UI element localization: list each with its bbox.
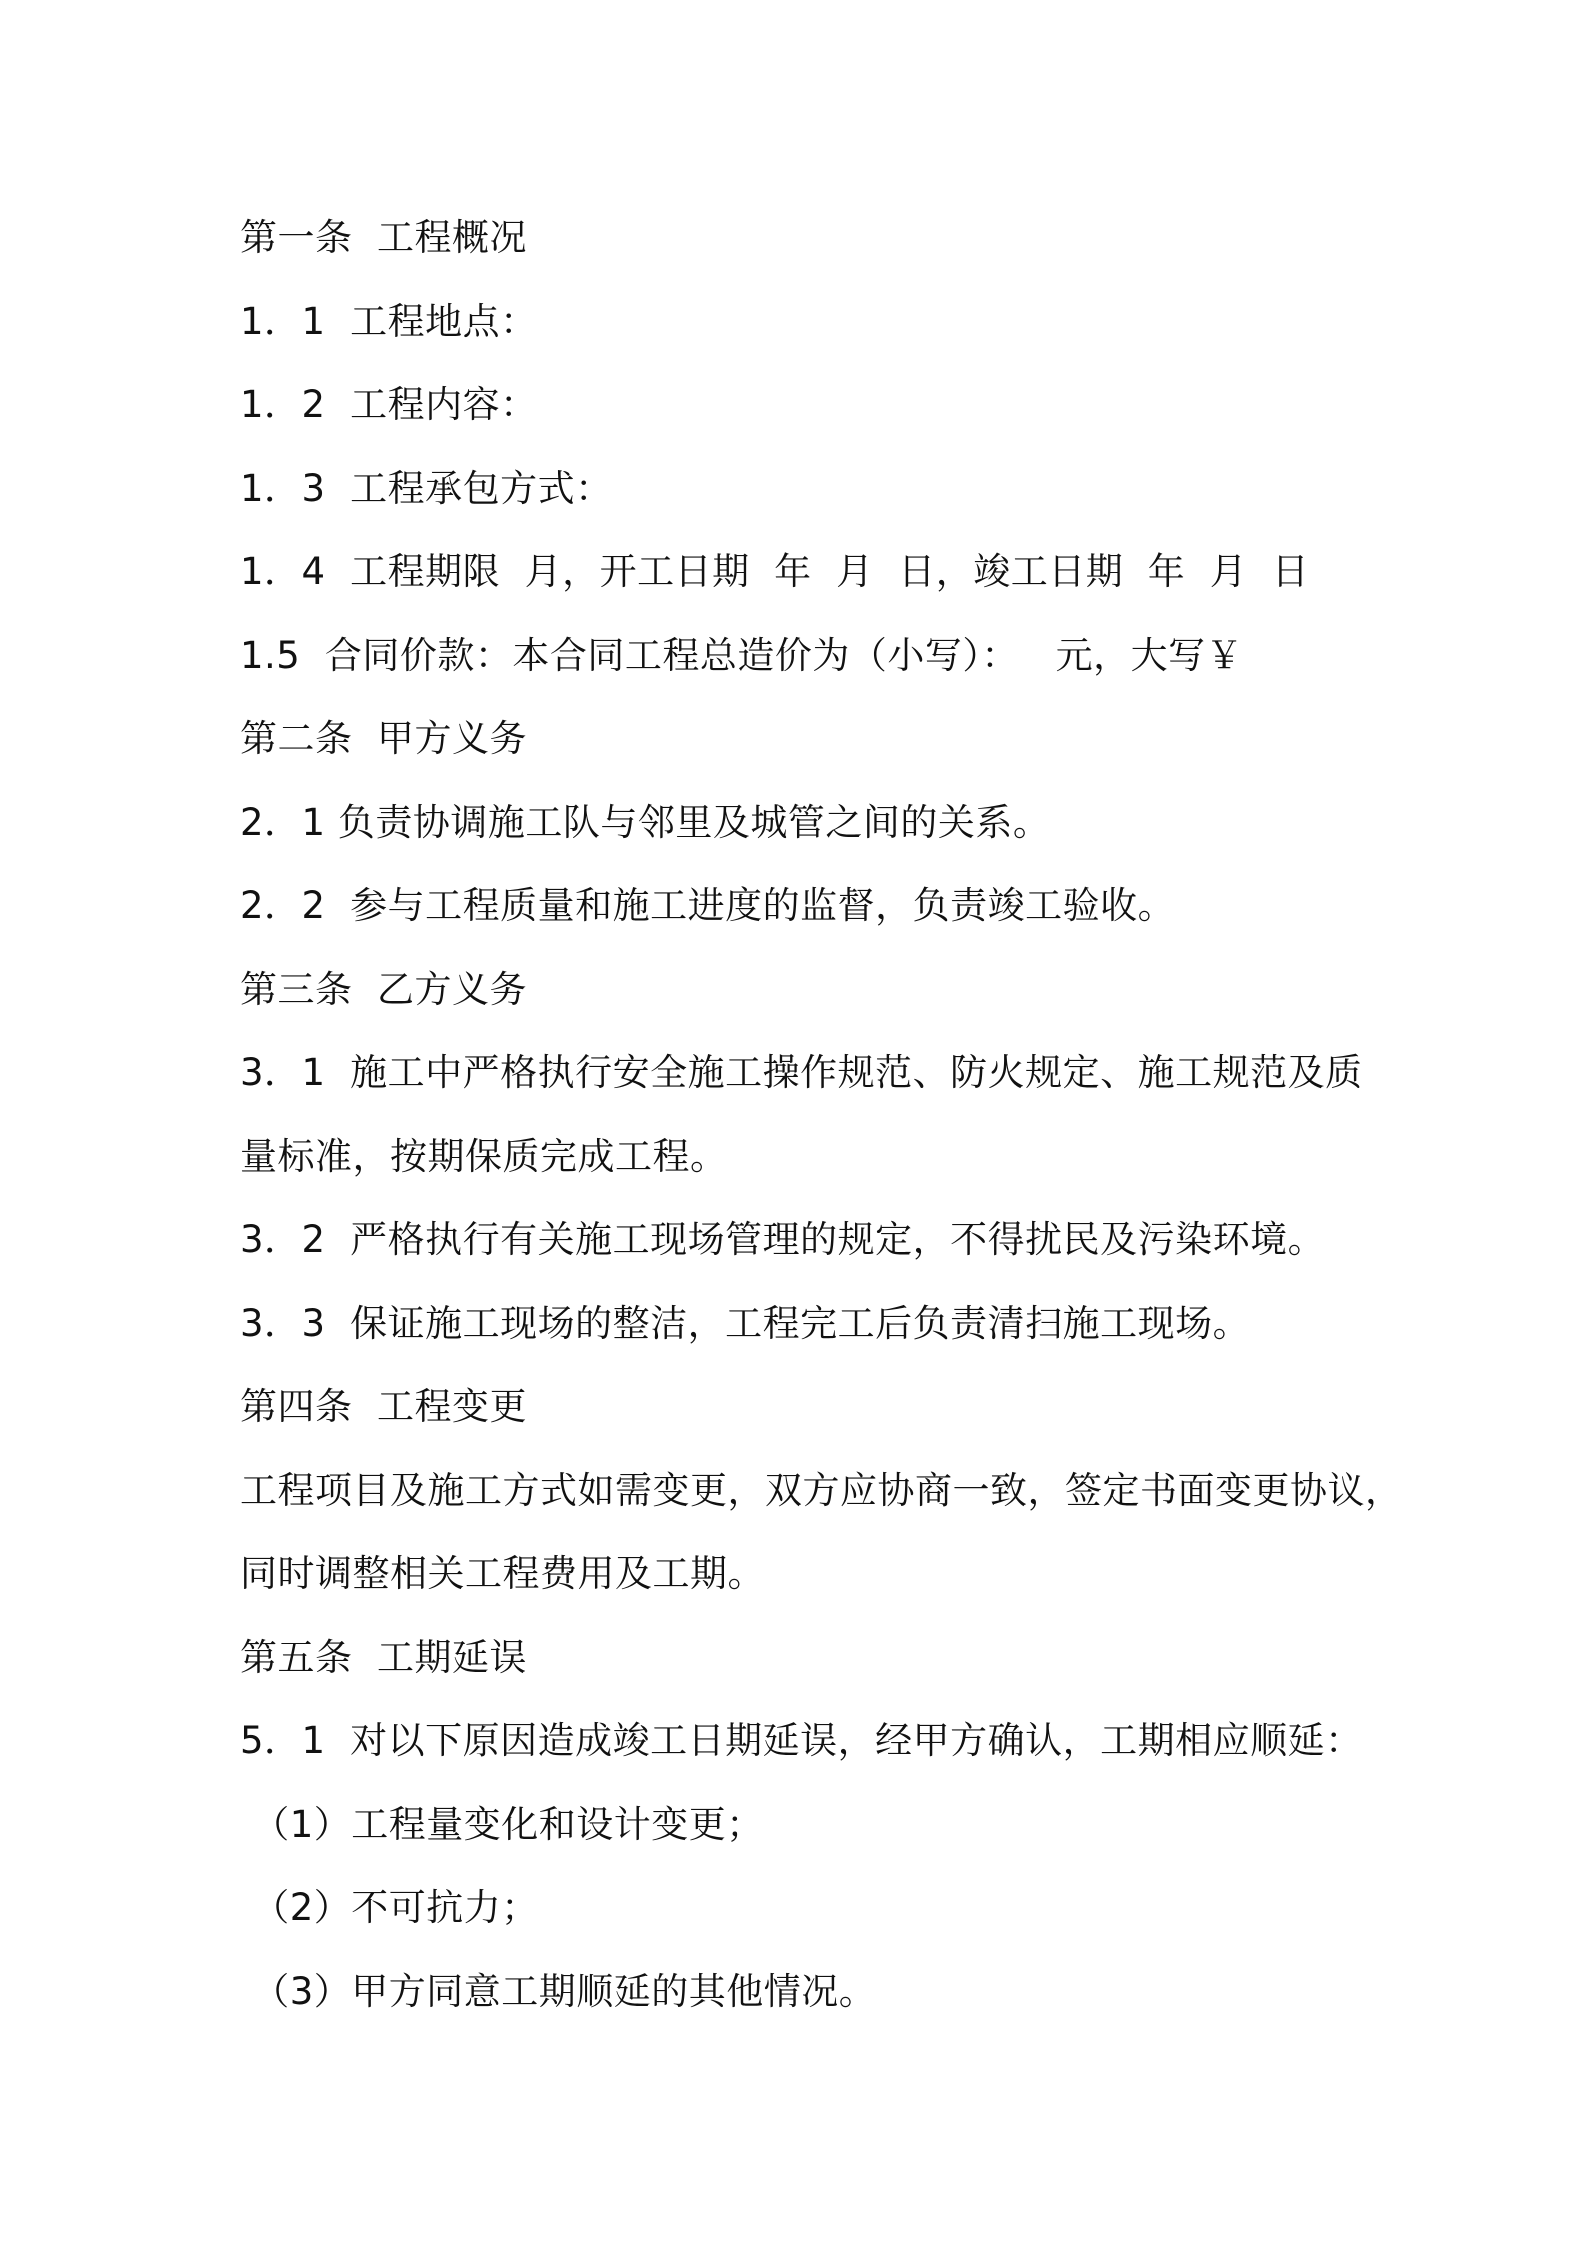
clause-3-3: 3．3 保证施工现场的整洁，工程完工后负责清扫施工现场。 [240,1301,1251,1345]
clause-1-5: 1.5 合同价款：本合同工程总造价为（小写）： 元，大写￥ [240,633,1244,677]
contract-page [240,196,1403,2033]
article-5-heading: 第五条 工期延误 [240,1635,528,1679]
article-3-heading: 第三条 乙方义务 [240,967,528,1011]
clause-1-2: 1．2 工程内容： [240,383,538,426]
article-4-body-continued: 同时调整相关工程费用及工期。 [240,1552,765,1595]
clause-5-1: 5．1 对以下原因造成竣工日期延误，经甲方确认，工期相应顺延： [240,1719,1363,1762]
clause-2-1: 2．1 负责协调施工队与邻里及城管之间的关系。 [240,800,1051,844]
clause-5-1-item-3: （3）甲方同意工期顺延的其他情况。 [240,1969,877,2013]
article-4-body: 工程项目及施工方式如需变更，双方应协商一致，签定书面变更协议， [240,1468,1403,1512]
clause-5-1-item-1: （1）工程量变化和设计变更； [240,1802,764,1846]
clause-3-1: 3．1 施工中严格执行安全施工操作规范、防火规定、施工规范及质 [240,1051,1363,1094]
clause-2-2: 2．2 参与工程质量和施工进度的监督，负责竣工验收。 [240,884,1176,927]
clause-1-4: 1．4 工程期限 月，开工日期 年 月 日，竣工日期 年 月 日 [240,550,1310,593]
article-1-heading: 第一条 工程概况 [240,216,528,259]
clause-1-1: 1．1 工程地点： [240,299,538,343]
article-2-heading: 第二条 甲方义务 [240,717,528,760]
article-4-heading: 第四条 工程变更 [240,1385,528,1428]
clause-5-1-item-2: （2）不可抗力； [240,1886,539,1929]
clause-3-2: 3．2 严格执行有关施工现场管理的规定，不得扰民及污染环境。 [240,1218,1326,1261]
clause-3-1-continued: 量标准，按期保质完成工程。 [240,1134,728,1178]
clause-1-3: 1．3 工程承包方式： [240,466,613,510]
